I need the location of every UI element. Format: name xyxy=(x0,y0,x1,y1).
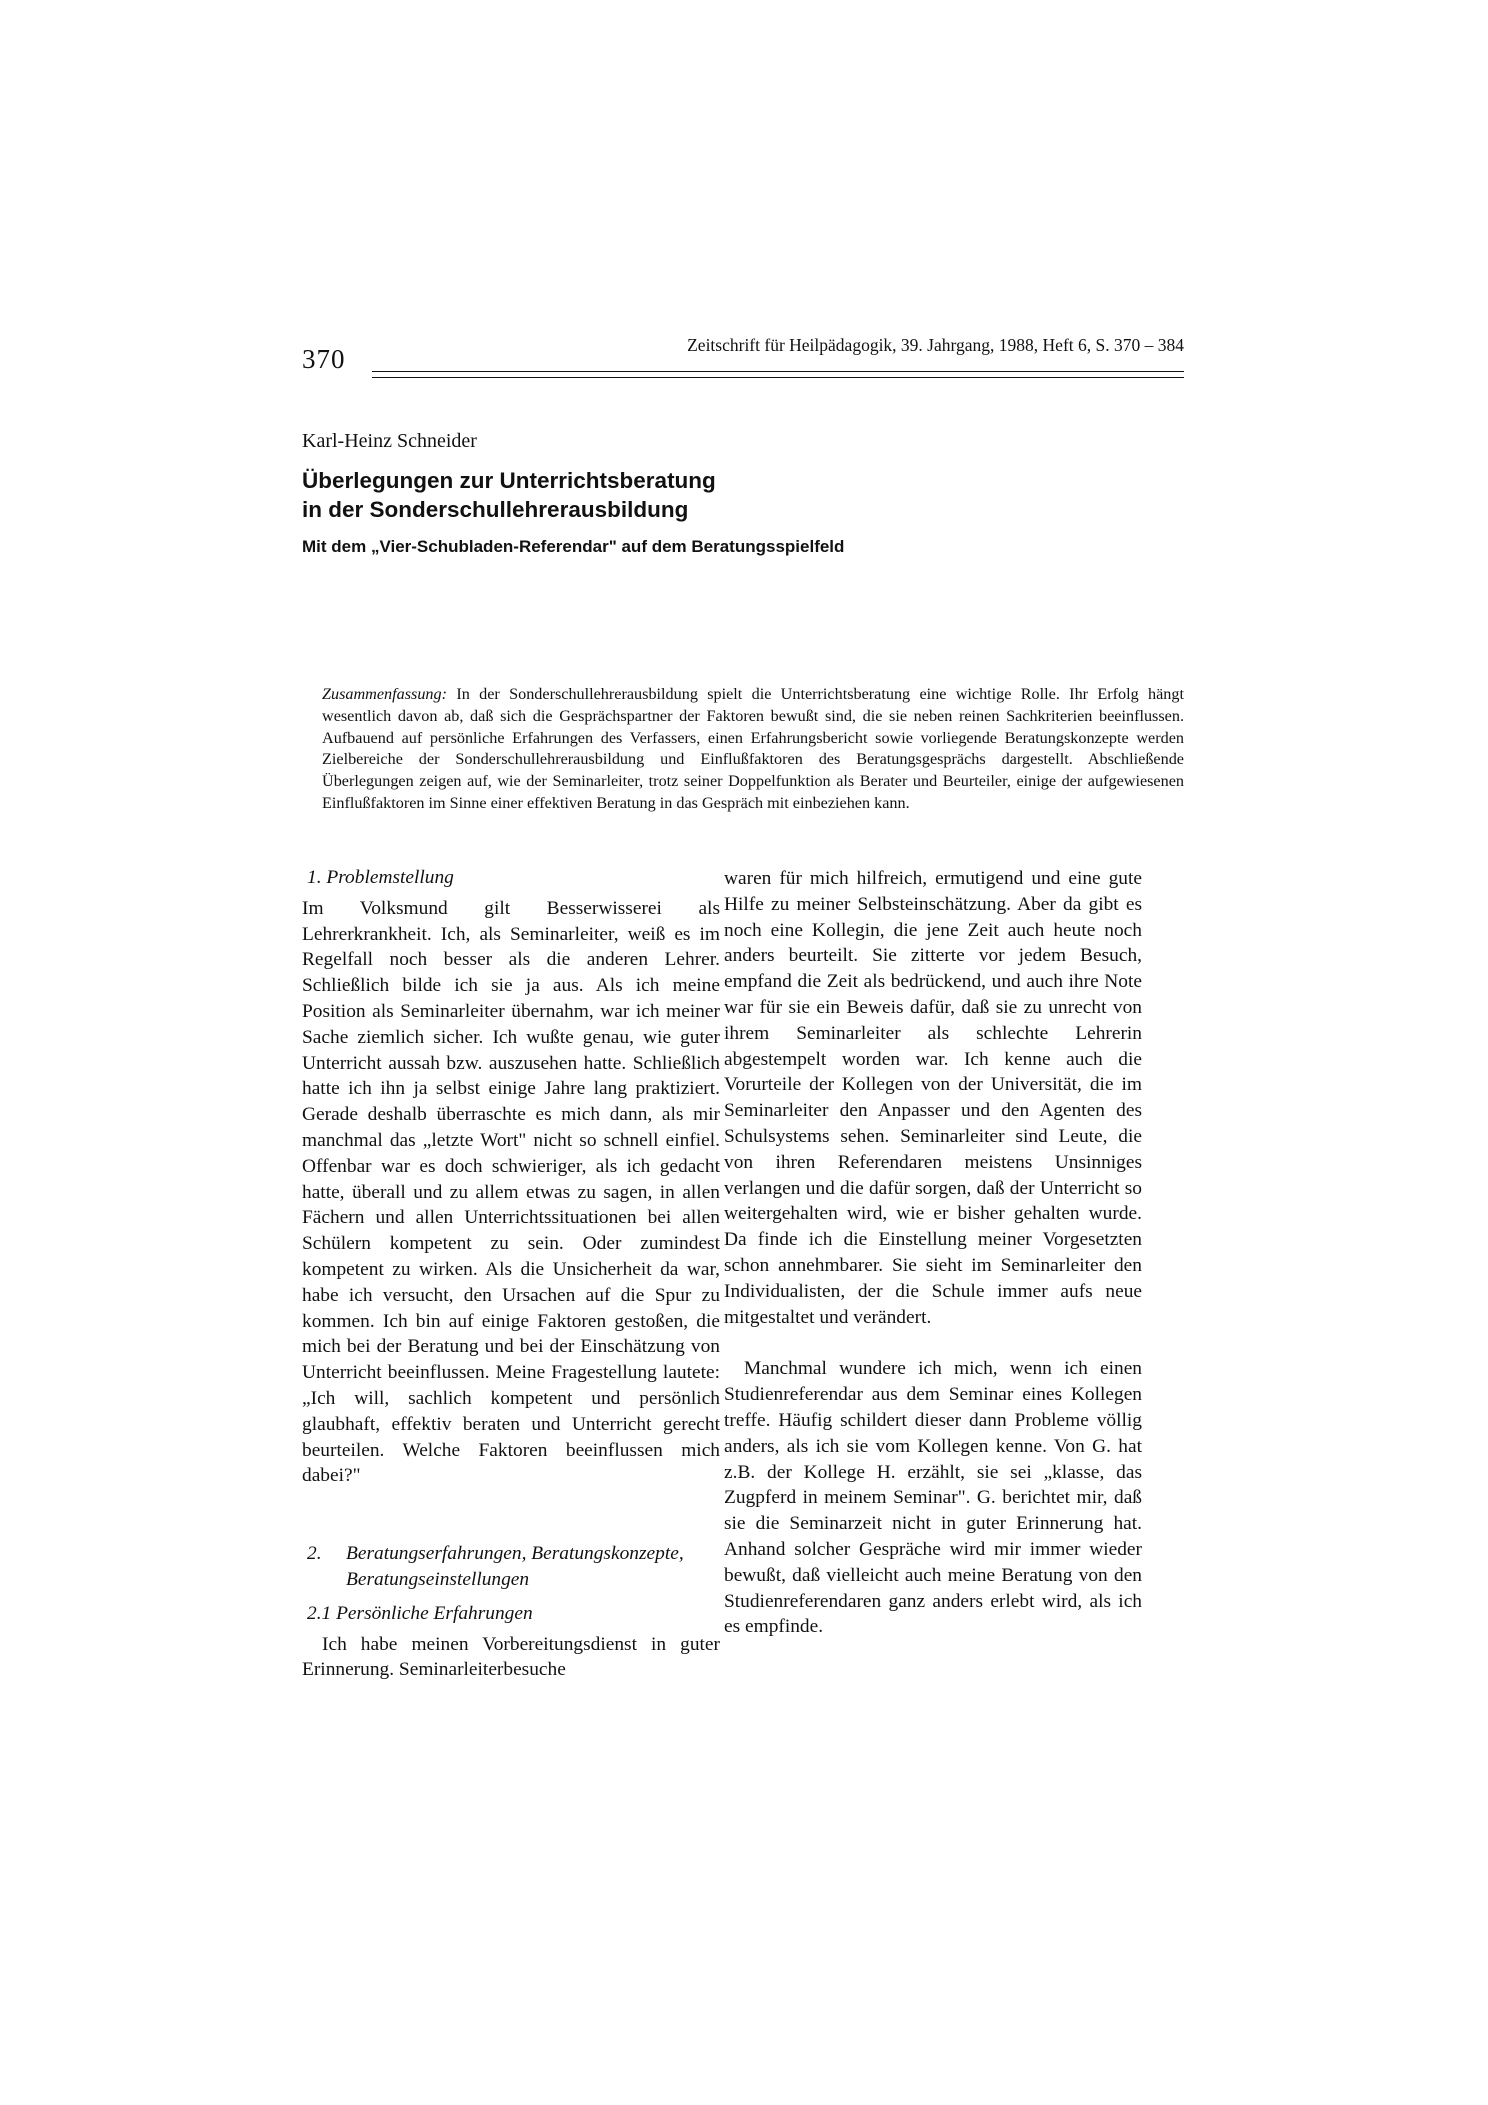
abstract-text: In der Sonderschullehrerausbildung spielt die Unterrichtsberatung eine wichtige Rolle. Ihr Erfolg hängt wesentlich davon ab, daß sich die Gesprächspartner der Faktoren bewußt sind, die sie neben reinen Sachkriterien beeinflussen. Aufbauend auf persönliche Erfahrungen des Verfassers, einen Erfahrungsbericht sowie vorliegende Beratungskonzepte werden Zielbereiche der Sonderschullehrerausbildung und Einflußfaktoren des Beratungsgesprächs dargestellt. Abschließende Überlegungen zeigen auf, wie der Seminarleiter, trotz seiner Doppelfunktion als Berater und Beurteiler, einige der aufgewiesenen Einflußfaktoren im Sinne einer effektiven Beratung in das Gespräch mit einbeziehen kann. xyxy=(322,685,1184,812)
article-title-line-1: Überlegungen zur Unterrichtsberatung xyxy=(302,468,716,493)
header-rule-top xyxy=(372,371,1184,372)
body-paragraph: Im Volksmund gilt Besserwisserei als Lehrerkrankheit. Ich, als Seminarleiter, weiß es im Regelfall noch besser als die anderen Lehrer. Schließlich bilde ich sie ja aus. Als ich meine Position als Seminarleiter übernahm, war ich meiner Sache ziemlich sicher. Ich wußte genau, wie guter Unterricht aussah bzw. auszusehen hatte. Schließlich hatte ich ihn ja selbst einige Jahre lang praktiziert. Gerade deshalb überraschte es mich dann, als mir manchmal das „letzte Wort" nicht so schnell einfiel. Offenbar war es doch schwieriger, als ich gedacht hatte, überall und zu allem etwas zu sagen, in allen Fächern und allen Unterrichtssituationen bei allen Schülern kompetent zu sein. Oder zumindest kompetent zu wirken. Als die Unsicherheit da war, habe ich versucht, den Ursachen auf die Spur zu kommen. Ich bin auf einige Faktoren gestoßen, die mich bei der Beratung und bei der Einschätzung von Unterricht beeinflussen. Meine Fragestellung lautete: „Ich will, sachlich kompetent und persönlich glaubhaft, effektiv beraten und Unterricht gerecht beurteilen. Welche Faktoren beeinflussen mich dabei?" xyxy=(302,897,720,1487)
running-head: Zeitschrift für Heilpädagogik, 39. Jahrgang, 1988, Heft 6, S. 370 – 384 xyxy=(687,335,1184,355)
article-title xyxy=(302,466,1202,524)
page-number: 370 xyxy=(302,344,346,374)
section-heading-2-number: 2. xyxy=(307,1543,322,1565)
author-name: Karl-Heinz Schneider xyxy=(302,430,477,452)
subsection-heading-2-1: 2.1 Persönliche Erfahrungen xyxy=(307,1602,533,1624)
section-heading-2-text: Beratungserfahrungen, Beratungskonzepte, Beratungseinstellungen xyxy=(346,1543,684,1590)
header-rule-bottom xyxy=(372,377,1184,378)
section-heading-2 xyxy=(302,1541,720,1593)
article-title-line-2: in der Sonderschullehrerausbildung xyxy=(302,497,689,522)
body-paragraph: waren für mich hilfreich, ermutigend und eine gute Hilfe zu meiner Selbsteinschätzung. Aber da gibt es noch eine Kollegin, die jene Zeit auch heute noch anders beurteilt. Sie zitterte vor jedem Besuch, empfand die Zeit als bedrückend, und auch ihre Note war für sie ein Beweis dafür, daß sie zu unrecht von ihrem Seminarleiter als schlechte Lehrerin abgestempelt worden war. Ich kenne auch die Vorurteile der Kollegen von der Universität, die im Seminarleiter den Anpasser und den Agenten des Schulsystems sehen. Seminarleiter sind Leute, die von ihren Referendaren meistens Unsinniges verlangen und die dafür sorgen, daß der Unterricht so weitergehalten wird, wie er bisher gehalten wurde. Da finde ich die Einstellung meiner Vorgesetzten schon annehmbarer. Sie sieht im Seminarleiter den Individualisten, der die Schule immer aufs neue mitgestaltet und verändert. xyxy=(724,868,1142,1328)
body-paragraph: Ich habe meinen Vorbereitungsdienst in guter Erinnerung. Seminarleiterbesuche xyxy=(302,1633,720,1681)
section-heading-1: 1. Problemstellung xyxy=(307,867,454,888)
article-subtitle: Mit dem „Vier-Schubladen-Referendar" auf dem Beratungsspielfeld xyxy=(302,537,845,556)
left-column xyxy=(302,865,720,1683)
body-paragraph: Manchmal wundere ich mich, wenn ich einen Studienreferendar aus dem Seminar eines Kollegen treffe. Häufig schildert dieser dann Probleme völlig anders, als ich sie vom Kollegen kenne. Von G. hat z.B. der Kollege H. erzählt, sie sei „klasse, das Zugpferd in meinem Seminar". G. berichtet mir, daß sie die Seminarzeit nicht in guter Erinnerung hat. Anhand solcher Gespräche wird mir immer wieder bewußt, daß vielleicht auch meine Beratung von den Studienreferendaren ganz anders erlebt wird, als ich es empfinde. xyxy=(724,1358,1142,1638)
abstract xyxy=(322,684,1184,815)
abstract-label: Zusammenfassung: xyxy=(322,685,448,703)
right-column xyxy=(724,866,1142,1640)
